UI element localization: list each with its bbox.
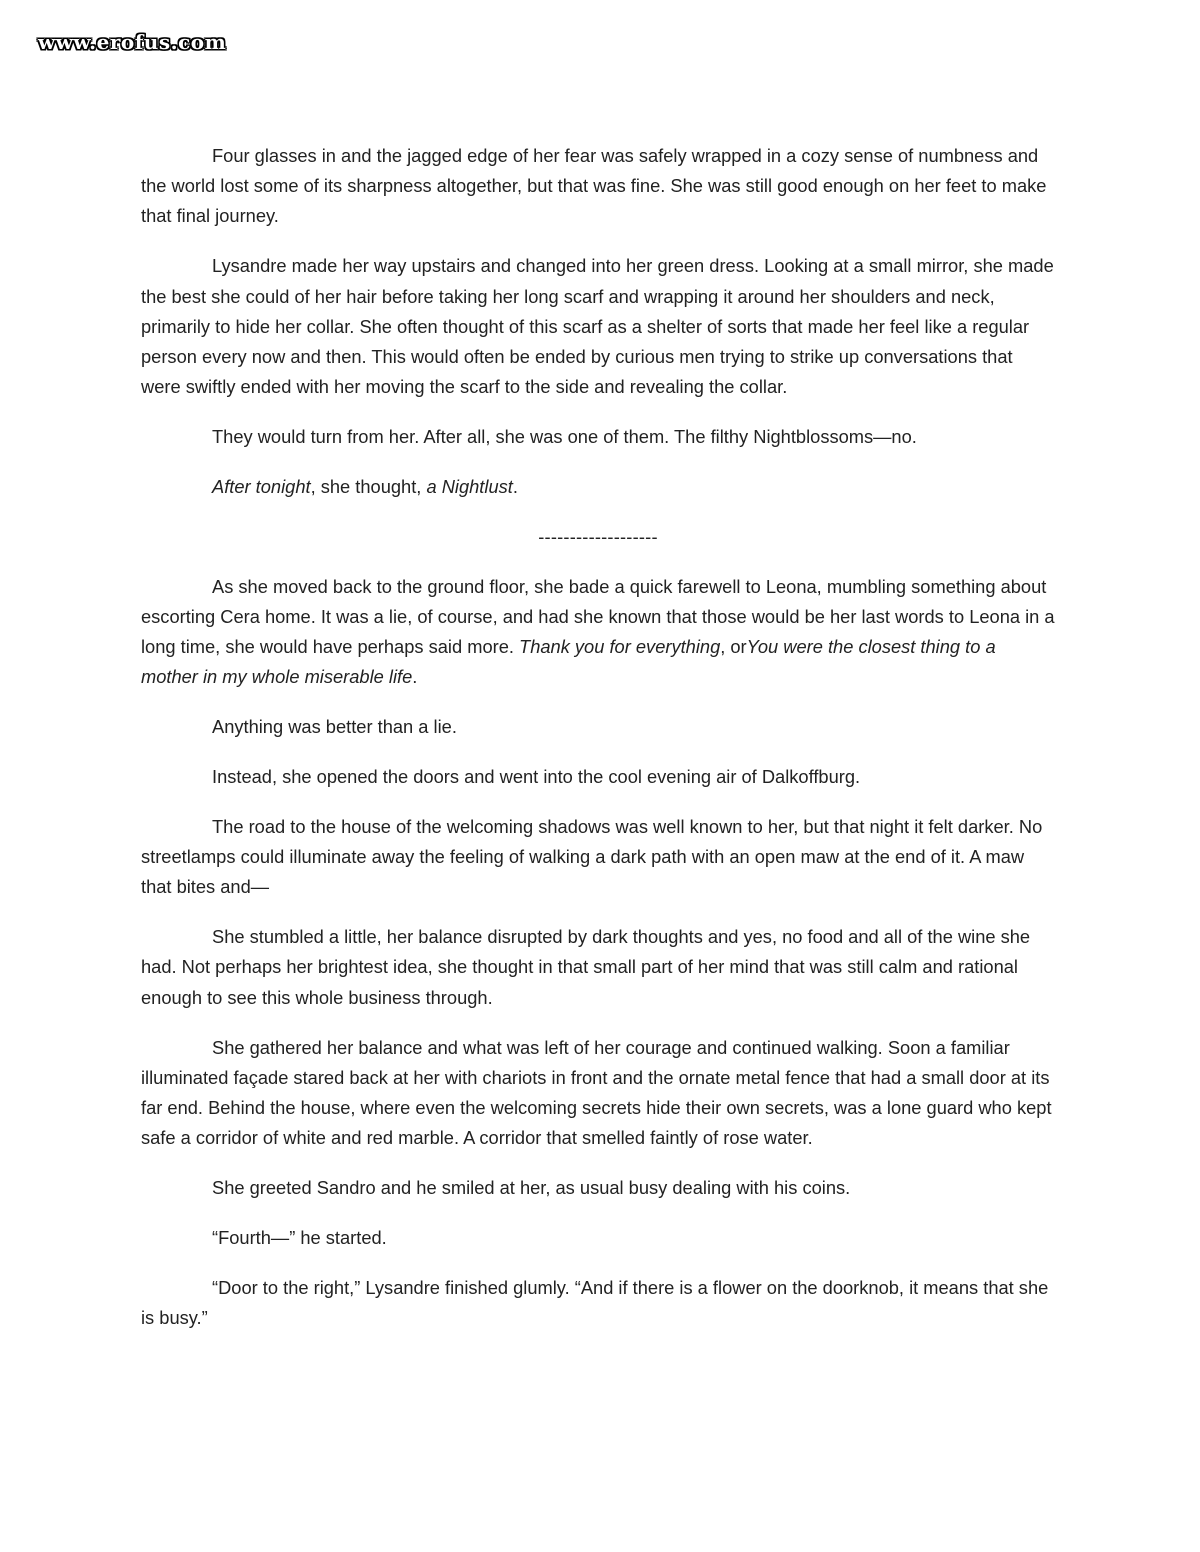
text-run: . [412,666,418,688]
paragraph [141,472,1055,502]
text-run: “Fourth—” he started. [212,1226,387,1248]
paragraph [141,141,1055,232]
text-run: , or [720,636,747,658]
italic-text: a Nightlust [426,475,513,497]
paragraph [141,1273,1055,1333]
text-run: Instead, she opened the doors and went into the cool evening air of Dalkoffburg. [212,766,861,788]
paragraph [141,572,1055,693]
text-run: , she thought, [310,475,427,497]
paragraph [141,1223,1055,1253]
text-run: She greeted Sandro and he smiled at her, as usual busy dealing with his coins. [212,1177,851,1199]
paragraph [141,762,1055,792]
paragraph [141,251,1055,402]
paragraph [141,812,1055,903]
italic-text: You were the closest thing to a mother in my whole miserable life [141,636,996,688]
scene-break: ------------------- [538,525,658,547]
italic-text: After tonight [212,475,311,497]
text-run: They would turn from her. After all, she was one of them. The filthy Nightblossoms—no. [212,426,917,447]
paragraph [141,712,1055,742]
watermark: www.erofus.com [38,30,227,54]
text-run: Four glasses in and the jagged edge of her fear was safely wrapped in a cozy sense of numbness and the world lost some of its sharpness altogether, but that was fine. She was still good enough on her feet to make that final journey. [141,145,1047,227]
paragraph [141,922,1055,1013]
text-run: . [512,475,518,497]
italic-text: Thank you for everything [519,636,721,658]
paragraph [141,422,1055,452]
text-run: “Door to the right,” Lysandre finished glumly. “And if there is a flower on the doorknob, it means that she is busy.” [141,1276,1049,1329]
paragraph [141,1173,1055,1203]
text-run: The road to the house of the welcoming shadows was well known to her, but that night it felt darker. No streetlamps could illuminate away the feeling of walking a dark path with an open maw at the end of it. A maw that bites and— [141,815,1043,898]
text-run: Anything was better than a lie. [212,716,457,738]
text-run: She gathered her balance and what was left of her courage and continued walking. Soon a familiar illuminated façade stared back at her with chariots in front and the ornate metal fence that had a small door at its far end. Behind the house, where even the welcoming secrets hide their own secrets, was a lone guard who kept safe a corridor of white and red marble. A corridor that smelled faintly of rose water. [141,1036,1052,1149]
document-body [141,141,1055,1353]
text-run: As she moved back to the ground floor, she bade a quick farewell to Leona, mumbling something about escorting Cera home. It was a lie, of course, and had she known that those would be her last words to Leona in a long time, she would have perhaps said more. [141,575,1055,658]
paragraph [141,1033,1055,1154]
text-run: She stumbled a little, her balance disrupted by dark thoughts and yes, no food and all of the wine she had. Not perhaps her brightest idea, she thought in that small part of her mind that was still calm and rational enough to see this whole business through. [141,926,1031,1008]
text-run: Lysandre made her way upstairs and changed into her green dress. Looking at a small mirror, she made the best she could of her hair before taking her long scarf and wrapping it around her shoulders and neck, primarily to hide her collar. She often thought of this scarf as a shelter of sorts that made her feel like a regular person every now and then. This would often be ended by curious men trying to strike up conversations that were swiftly ended with her moving the scarf to the side and revealing the collar. [141,255,1054,398]
